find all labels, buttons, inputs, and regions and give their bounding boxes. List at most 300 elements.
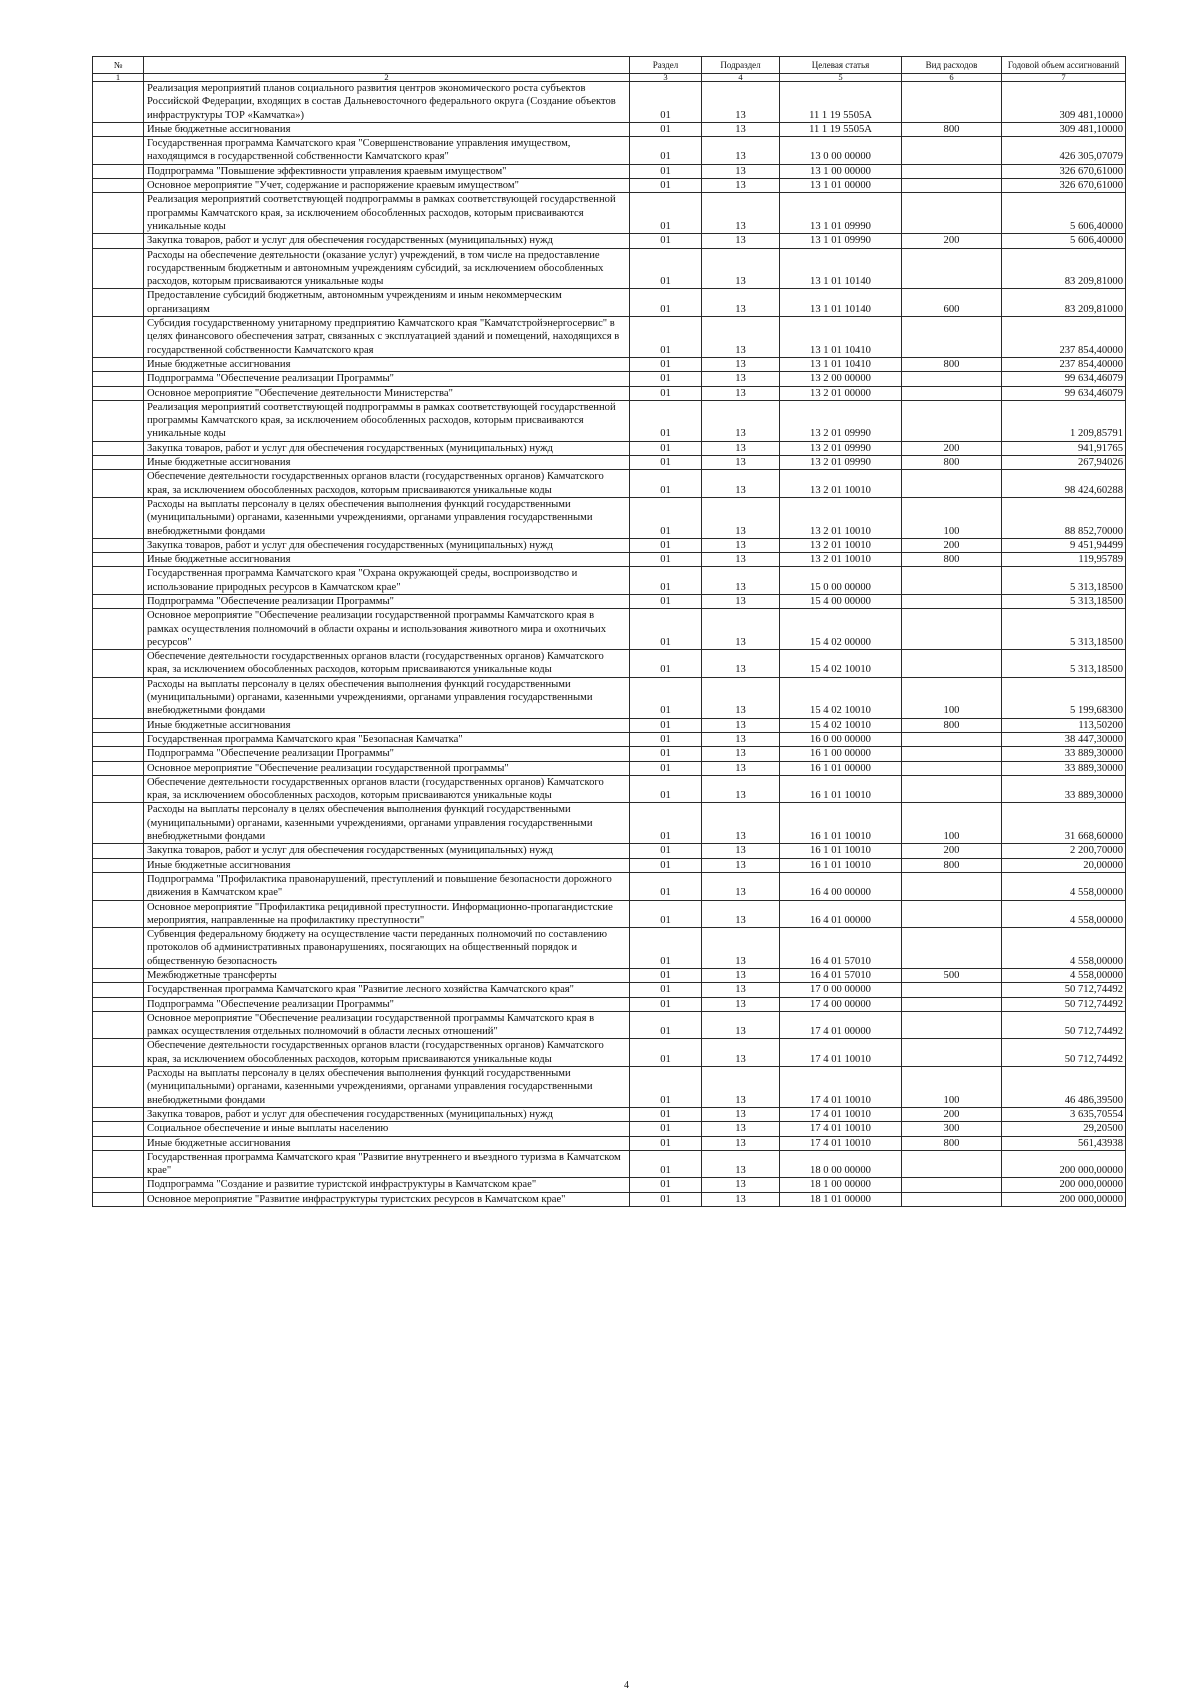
row-name-cell: Подпрограмма "Обеспечение реализации Программы" — [144, 372, 630, 386]
row-subsection-cell: 13 — [702, 1122, 780, 1136]
row-amount-cell: 5 313,18500 — [1002, 650, 1126, 678]
row-num-cell — [93, 1192, 144, 1206]
table-row — [93, 775, 1126, 803]
row-num-cell — [93, 456, 144, 470]
row-subsection-cell: 13 — [702, 997, 780, 1011]
row-kind-cell: 800 — [902, 122, 1002, 136]
row-num-cell — [93, 775, 144, 803]
row-target-cell: 15 4 02 10010 — [780, 677, 902, 718]
row-target-cell: 13 2 01 10010 — [780, 497, 902, 538]
row-num-cell — [93, 900, 144, 928]
row-section-cell: 01 — [630, 386, 702, 400]
row-kind-cell: 200 — [902, 538, 1002, 552]
row-target-cell: 13 1 01 10410 — [780, 317, 902, 358]
row-amount-cell: 4 558,00000 — [1002, 872, 1126, 900]
row-amount-cell: 200 000,00000 — [1002, 1178, 1126, 1192]
row-kind-cell: 600 — [902, 289, 1002, 317]
row-kind-cell: 800 — [902, 718, 1002, 732]
row-kind-cell — [902, 650, 1002, 678]
row-subsection-cell: 13 — [702, 317, 780, 358]
row-num-cell — [93, 567, 144, 595]
row-kind-cell: 200 — [902, 844, 1002, 858]
row-num-cell — [93, 928, 144, 969]
row-name-cell: Государственная программа Камчатского края "Развитие лесного хозяйства Камчатского края" — [144, 983, 630, 997]
row-target-cell: 16 1 01 00000 — [780, 761, 902, 775]
row-target-cell: 17 0 00 00000 — [780, 983, 902, 997]
row-section-cell: 01 — [630, 761, 702, 775]
row-kind-cell: 100 — [902, 497, 1002, 538]
column-number: 2 — [144, 74, 630, 82]
row-num-cell — [93, 497, 144, 538]
row-num-cell — [93, 122, 144, 136]
table-row — [93, 372, 1126, 386]
row-num-cell — [93, 1107, 144, 1121]
table-row — [93, 844, 1126, 858]
row-subsection-cell: 13 — [702, 122, 780, 136]
row-subsection-cell: 13 — [702, 164, 780, 178]
row-target-cell: 17 4 01 10010 — [780, 1136, 902, 1150]
row-target-cell: 15 0 00 00000 — [780, 567, 902, 595]
row-name-cell: Подпрограмма "Обеспечение реализации Программы" — [144, 997, 630, 1011]
row-target-cell: 13 2 01 10010 — [780, 553, 902, 567]
row-name-cell: Подпрограмма "Повышение эффективности управления краевым имуществом" — [144, 164, 630, 178]
row-name-cell: Основное мероприятие "Обеспечение реализации государственной программы Камчатского края в рамках осуществления отдельных полномочий в области лесных отношений" — [144, 1011, 630, 1039]
row-amount-cell: 4 558,00000 — [1002, 969, 1126, 983]
row-num-cell — [93, 317, 144, 358]
row-num-cell — [93, 1178, 144, 1192]
header-subsection: Подраздел — [702, 57, 780, 74]
row-name-cell: Подпрограмма "Обеспечение реализации Программы" — [144, 747, 630, 761]
row-kind-cell — [902, 179, 1002, 193]
table-row — [93, 122, 1126, 136]
row-target-cell: 17 4 01 10010 — [780, 1107, 902, 1121]
row-name-cell: Закупка товаров, работ и услуг для обеспечения государственных (муниципальных) нужд — [144, 538, 630, 552]
row-kind-cell: 800 — [902, 456, 1002, 470]
row-target-cell: 18 0 00 00000 — [780, 1150, 902, 1178]
row-section-cell: 01 — [630, 137, 702, 165]
row-num-cell — [93, 400, 144, 441]
row-target-cell: 13 2 01 10010 — [780, 470, 902, 498]
row-section-cell: 01 — [630, 164, 702, 178]
row-amount-cell: 426 305,07079 — [1002, 137, 1126, 165]
header-target: Целевая статья — [780, 57, 902, 74]
row-num-cell — [93, 1067, 144, 1108]
row-name-cell: Обеспечение деятельности государственных органов власти (государственных органов) Камчатского края, за исключением обособленных расходов, которым присваиваются уникальные коды — [144, 650, 630, 678]
row-section-cell: 01 — [630, 997, 702, 1011]
row-amount-cell: 5 606,40000 — [1002, 234, 1126, 248]
table-row — [93, 1011, 1126, 1039]
row-subsection-cell: 13 — [702, 677, 780, 718]
row-name-cell: Социальное обеспечение и иные выплаты населению — [144, 1122, 630, 1136]
table-row — [93, 289, 1126, 317]
row-subsection-cell: 13 — [702, 400, 780, 441]
row-subsection-cell: 13 — [702, 747, 780, 761]
row-name-cell: Основное мероприятие "Обеспечение реализации государственной программы" — [144, 761, 630, 775]
row-num-cell — [93, 193, 144, 234]
header-num: № — [93, 57, 144, 74]
row-name-cell: Расходы на выплаты персоналу в целях обеспечения выполнения функций государственными (муниципальными) органами, казенными учреждениями, органами управления государственными внебюджетными фондами — [144, 497, 630, 538]
table-row — [93, 997, 1126, 1011]
row-subsection-cell: 13 — [702, 456, 780, 470]
row-target-cell: 17 4 01 00000 — [780, 1011, 902, 1039]
row-amount-cell: 5 313,18500 — [1002, 567, 1126, 595]
row-amount-cell: 50 712,74492 — [1002, 1039, 1126, 1067]
table-row — [93, 386, 1126, 400]
row-section-cell: 01 — [630, 983, 702, 997]
row-num-cell — [93, 234, 144, 248]
row-section-cell: 01 — [630, 594, 702, 608]
table-row — [93, 234, 1126, 248]
row-section-cell: 01 — [630, 1178, 702, 1192]
row-subsection-cell: 13 — [702, 983, 780, 997]
row-subsection-cell: 13 — [702, 179, 780, 193]
row-amount-cell: 98 424,60288 — [1002, 470, 1126, 498]
row-section-cell: 01 — [630, 747, 702, 761]
row-num-cell — [93, 844, 144, 858]
row-target-cell: 13 0 00 00000 — [780, 137, 902, 165]
row-target-cell: 16 0 00 00000 — [780, 732, 902, 746]
row-subsection-cell: 13 — [702, 594, 780, 608]
row-name-cell: Государственная программа Камчатского края "Развитие внутреннего и въездного туризма в Камчатском крае" — [144, 1150, 630, 1178]
table-row — [93, 441, 1126, 455]
row-name-cell: Государственная программа Камчатского края "Совершенствование управления имуществом, находящимся в государственной собственности Камчатского края" — [144, 137, 630, 165]
row-section-cell: 01 — [630, 372, 702, 386]
row-amount-cell: 50 712,74492 — [1002, 1011, 1126, 1039]
row-target-cell: 16 4 01 00000 — [780, 900, 902, 928]
table-row — [93, 357, 1126, 371]
row-kind-cell — [902, 609, 1002, 650]
table-row — [93, 594, 1126, 608]
row-num-cell — [93, 761, 144, 775]
budget-table-sheet — [92, 56, 1125, 1207]
row-subsection-cell: 13 — [702, 1136, 780, 1150]
row-amount-cell: 4 558,00000 — [1002, 900, 1126, 928]
row-kind-cell — [902, 248, 1002, 289]
row-amount-cell: 33 889,30000 — [1002, 775, 1126, 803]
column-number: 7 — [1002, 74, 1126, 82]
row-target-cell: 13 1 01 10140 — [780, 248, 902, 289]
row-amount-cell: 561,43938 — [1002, 1136, 1126, 1150]
row-amount-cell: 31 668,60000 — [1002, 803, 1126, 844]
row-section-cell: 01 — [630, 553, 702, 567]
row-num-cell — [93, 386, 144, 400]
row-kind-cell — [902, 872, 1002, 900]
row-kind-cell: 800 — [902, 1136, 1002, 1150]
row-target-cell: 16 4 01 57010 — [780, 928, 902, 969]
row-subsection-cell: 13 — [702, 441, 780, 455]
row-amount-cell: 33 889,30000 — [1002, 761, 1126, 775]
table-row — [93, 609, 1126, 650]
row-name-cell: Государственная программа Камчатского края "Охрана окружающей среды, воспроизводство и использование природных ресурсов в Камчатском крае" — [144, 567, 630, 595]
row-kind-cell — [902, 164, 1002, 178]
row-subsection-cell: 13 — [702, 650, 780, 678]
row-name-cell: Иные бюджетные ассигнования — [144, 858, 630, 872]
page-number: 4 — [624, 1680, 629, 1691]
row-name-cell: Субсидия государственному унитарному предприятию Камчатского края "Камчатстройэнергосервис" в целях финансового обеспечения затрат, связанных с эксплуатацией зданий и помещений, находящихся в государственной собственности Камчатского края — [144, 317, 630, 358]
row-section-cell: 01 — [630, 82, 702, 123]
table-row — [93, 900, 1126, 928]
row-section-cell: 01 — [630, 775, 702, 803]
row-section-cell: 01 — [630, 179, 702, 193]
row-amount-cell: 200 000,00000 — [1002, 1150, 1126, 1178]
row-section-cell: 01 — [630, 1122, 702, 1136]
row-amount-cell: 38 447,30000 — [1002, 732, 1126, 746]
table-row — [93, 983, 1126, 997]
row-kind-cell — [902, 1192, 1002, 1206]
row-num-cell — [93, 1122, 144, 1136]
row-subsection-cell: 13 — [702, 1067, 780, 1108]
row-section-cell: 01 — [630, 858, 702, 872]
row-name-cell: Государственная программа Камчатского края "Безопасная Камчатка" — [144, 732, 630, 746]
row-name-cell: Реализация мероприятий соответствующей подпрограммы в рамках соответствующей государственной программы Камчатского края, за исключением обособленных расходов, которым присваиваются уникальные коды — [144, 400, 630, 441]
row-section-cell: 01 — [630, 900, 702, 928]
row-amount-cell: 326 670,61000 — [1002, 164, 1126, 178]
table-row — [93, 747, 1126, 761]
table-row — [93, 193, 1126, 234]
row-kind-cell — [902, 317, 1002, 358]
row-target-cell: 13 2 01 09990 — [780, 400, 902, 441]
row-num-cell — [93, 718, 144, 732]
row-section-cell: 01 — [630, 844, 702, 858]
row-amount-cell: 50 712,74492 — [1002, 997, 1126, 1011]
table-row — [93, 400, 1126, 441]
row-num-cell — [93, 441, 144, 455]
row-section-cell: 01 — [630, 803, 702, 844]
row-subsection-cell: 13 — [702, 234, 780, 248]
table-row — [93, 718, 1126, 732]
row-subsection-cell: 13 — [702, 1039, 780, 1067]
row-target-cell: 13 1 01 10140 — [780, 289, 902, 317]
table-row — [93, 317, 1126, 358]
row-amount-cell: 113,50200 — [1002, 718, 1126, 732]
table-row — [93, 137, 1126, 165]
table-row — [93, 567, 1126, 595]
row-subsection-cell: 13 — [702, 470, 780, 498]
table-row — [93, 1107, 1126, 1121]
row-amount-cell: 119,95789 — [1002, 553, 1126, 567]
row-kind-cell: 100 — [902, 677, 1002, 718]
row-kind-cell — [902, 900, 1002, 928]
column-number-row — [93, 74, 1126, 82]
row-subsection-cell: 13 — [702, 82, 780, 123]
row-subsection-cell: 13 — [702, 193, 780, 234]
row-target-cell: 18 1 01 00000 — [780, 1192, 902, 1206]
row-section-cell: 01 — [630, 677, 702, 718]
row-subsection-cell: 13 — [702, 900, 780, 928]
table-row — [93, 732, 1126, 746]
row-kind-cell — [902, 1150, 1002, 1178]
table-row — [93, 470, 1126, 498]
row-amount-cell: 2 200,70000 — [1002, 844, 1126, 858]
row-section-cell: 01 — [630, 317, 702, 358]
table-row — [93, 1192, 1126, 1206]
table-row — [93, 164, 1126, 178]
row-name-cell: Основное мероприятие "Обеспечение деятельности Министерства" — [144, 386, 630, 400]
row-target-cell: 16 4 01 57010 — [780, 969, 902, 983]
row-kind-cell — [902, 983, 1002, 997]
row-name-cell: Основное мероприятие "Учет, содержание и распоряжение краевым имуществом" — [144, 179, 630, 193]
row-subsection-cell: 13 — [702, 567, 780, 595]
row-subsection-cell: 13 — [702, 609, 780, 650]
header-row — [93, 57, 1126, 74]
row-name-cell: Закупка товаров, работ и услуг для обеспечения государственных (муниципальных) нужд — [144, 234, 630, 248]
row-section-cell: 01 — [630, 1039, 702, 1067]
row-name-cell: Подпрограмма "Создание и развитие туристской инфраструктуры в Камчатском крае" — [144, 1178, 630, 1192]
row-amount-cell: 20,00000 — [1002, 858, 1126, 872]
row-kind-cell: 800 — [902, 357, 1002, 371]
row-section-cell: 01 — [630, 497, 702, 538]
row-section-cell: 01 — [630, 1136, 702, 1150]
table-row — [93, 1122, 1126, 1136]
row-name-cell: Предоставление субсидий бюджетным, автономным учреждениям и иным некоммерческим организациям — [144, 289, 630, 317]
row-name-cell: Закупка товаров, работ и услуг для обеспечения государственных (муниципальных) нужд — [144, 1107, 630, 1121]
row-amount-cell: 83 209,81000 — [1002, 248, 1126, 289]
row-subsection-cell: 13 — [702, 775, 780, 803]
row-target-cell: 13 1 01 00000 — [780, 179, 902, 193]
header-amount: Годовой объем ассигнований — [1002, 57, 1126, 74]
row-name-cell: Расходы на выплаты персоналу в целях обеспечения выполнения функций государственными (муниципальными) органами, казенными учреждениями, органами управления государственными внебюджетными фондами — [144, 803, 630, 844]
row-kind-cell: 800 — [902, 553, 1002, 567]
row-num-cell — [93, 609, 144, 650]
row-name-cell: Обеспечение деятельности государственных органов власти (государственных органов) Камчатского края, за исключением обособленных расходов, которым присваиваются уникальные коды — [144, 775, 630, 803]
row-amount-cell: 309 481,10000 — [1002, 122, 1126, 136]
budget-allocation-table — [92, 56, 1126, 1207]
row-kind-cell — [902, 137, 1002, 165]
row-subsection-cell: 13 — [702, 248, 780, 289]
row-num-cell — [93, 983, 144, 997]
row-kind-cell: 200 — [902, 1107, 1002, 1121]
row-target-cell: 15 4 02 10010 — [780, 718, 902, 732]
row-amount-cell: 267,94026 — [1002, 456, 1126, 470]
table-row — [93, 650, 1126, 678]
table-row — [93, 1150, 1126, 1178]
row-target-cell: 11 1 19 5505А — [780, 122, 902, 136]
row-subsection-cell: 13 — [702, 732, 780, 746]
row-subsection-cell: 13 — [702, 872, 780, 900]
row-name-cell: Подпрограмма "Профилактика правонарушений, преступлений и повышение безопасности дорожного движения в Камчатском крае" — [144, 872, 630, 900]
row-num-cell — [93, 372, 144, 386]
row-num-cell — [93, 553, 144, 567]
row-name-cell: Основное мероприятие "Профилактика рецидивной преступности. Информационно-пропагандистские мероприятия, направленные на профилактику преступности" — [144, 900, 630, 928]
row-num-cell — [93, 594, 144, 608]
table-row — [93, 858, 1126, 872]
row-name-cell: Межбюджетные трансферты — [144, 969, 630, 983]
row-section-cell: 01 — [630, 456, 702, 470]
table-row — [93, 677, 1126, 718]
row-num-cell — [93, 969, 144, 983]
row-num-cell — [93, 289, 144, 317]
row-subsection-cell: 13 — [702, 553, 780, 567]
row-kind-cell — [902, 193, 1002, 234]
table-body — [93, 82, 1126, 1207]
row-name-cell: Закупка товаров, работ и услуг для обеспечения государственных (муниципальных) нужд — [144, 441, 630, 455]
table-row — [93, 497, 1126, 538]
row-section-cell: 01 — [630, 193, 702, 234]
row-subsection-cell: 13 — [702, 386, 780, 400]
row-target-cell: 15 4 00 00000 — [780, 594, 902, 608]
table-row — [93, 1039, 1126, 1067]
row-subsection-cell: 13 — [702, 1011, 780, 1039]
row-target-cell: 16 1 00 00000 — [780, 747, 902, 761]
row-num-cell — [93, 677, 144, 718]
row-subsection-cell: 13 — [702, 1178, 780, 1192]
row-target-cell: 13 1 01 10410 — [780, 357, 902, 371]
row-kind-cell — [902, 747, 1002, 761]
row-kind-cell — [902, 732, 1002, 746]
table-row — [93, 969, 1126, 983]
table-row — [93, 872, 1126, 900]
row-name-cell: Иные бюджетные ассигнования — [144, 553, 630, 567]
row-section-cell: 01 — [630, 718, 702, 732]
row-amount-cell: 99 634,46079 — [1002, 386, 1126, 400]
row-target-cell: 11 1 19 5505А — [780, 82, 902, 123]
row-kind-cell — [902, 594, 1002, 608]
row-num-cell — [93, 1136, 144, 1150]
row-amount-cell: 33 889,30000 — [1002, 747, 1126, 761]
table-row — [93, 928, 1126, 969]
row-amount-cell: 237 854,40000 — [1002, 357, 1126, 371]
row-target-cell: 13 2 01 09990 — [780, 456, 902, 470]
table-row — [93, 1067, 1126, 1108]
row-amount-cell: 5 199,68300 — [1002, 677, 1126, 718]
row-name-cell: Иные бюджетные ассигнования — [144, 456, 630, 470]
row-name-cell: Реализация мероприятий соответствующей подпрограммы в рамках соответствующей государственной программы Камчатского края, за исключением обособленных расходов, которым присваиваются уникальные коды — [144, 193, 630, 234]
row-amount-cell: 1 209,85791 — [1002, 400, 1126, 441]
row-section-cell: 01 — [630, 234, 702, 248]
column-number: 4 — [702, 74, 780, 82]
row-name-cell: Закупка товаров, работ и услуг для обеспечения государственных (муниципальных) нужд — [144, 844, 630, 858]
row-kind-cell — [902, 400, 1002, 441]
row-subsection-cell: 13 — [702, 372, 780, 386]
row-target-cell: 16 1 01 10010 — [780, 858, 902, 872]
row-kind-cell: 200 — [902, 234, 1002, 248]
row-name-cell: Расходы на обеспечение деятельности (оказание услуг) учреждений, в том числе на предоставление государственным бюджетным и автономным учреждениям субсидий, за исключением обособленных расходов, которым присваиваются уникальные коды — [144, 248, 630, 289]
row-kind-cell — [902, 82, 1002, 123]
header-kind: Вид расходов — [902, 57, 1002, 74]
row-target-cell: 17 4 01 10010 — [780, 1067, 902, 1108]
row-section-cell: 01 — [630, 248, 702, 289]
column-number: 1 — [93, 74, 144, 82]
row-amount-cell: 200 000,00000 — [1002, 1192, 1126, 1206]
row-num-cell — [93, 747, 144, 761]
row-section-cell: 01 — [630, 400, 702, 441]
row-subsection-cell: 13 — [702, 289, 780, 317]
row-target-cell: 15 4 02 00000 — [780, 609, 902, 650]
row-num-cell — [93, 82, 144, 123]
row-section-cell: 01 — [630, 609, 702, 650]
row-name-cell: Реализация мероприятий планов социального развития центров экономического роста субъектов Российской Федерации, входящих в состав Дальневосточного федерального округа (Создание объектов инфраструктуры ТОР «Камчатка») — [144, 82, 630, 123]
row-target-cell: 13 2 01 10010 — [780, 538, 902, 552]
row-num-cell — [93, 997, 144, 1011]
row-subsection-cell: 13 — [702, 718, 780, 732]
table-row — [93, 248, 1126, 289]
row-kind-cell: 100 — [902, 803, 1002, 844]
row-subsection-cell: 13 — [702, 761, 780, 775]
row-kind-cell — [902, 1039, 1002, 1067]
table-row — [93, 179, 1126, 193]
row-kind-cell — [902, 928, 1002, 969]
row-kind-cell: 500 — [902, 969, 1002, 983]
row-subsection-cell: 13 — [702, 803, 780, 844]
row-target-cell: 16 4 00 00000 — [780, 872, 902, 900]
row-kind-cell — [902, 1178, 1002, 1192]
row-subsection-cell: 13 — [702, 1192, 780, 1206]
row-kind-cell: 300 — [902, 1122, 1002, 1136]
row-section-cell: 01 — [630, 289, 702, 317]
row-amount-cell: 237 854,40000 — [1002, 317, 1126, 358]
row-name-cell: Обеспечение деятельности государственных органов власти (государственных органов) Камчатского края, за исключением обособленных расходов, которым присваиваются уникальные коды — [144, 470, 630, 498]
row-subsection-cell: 13 — [702, 137, 780, 165]
